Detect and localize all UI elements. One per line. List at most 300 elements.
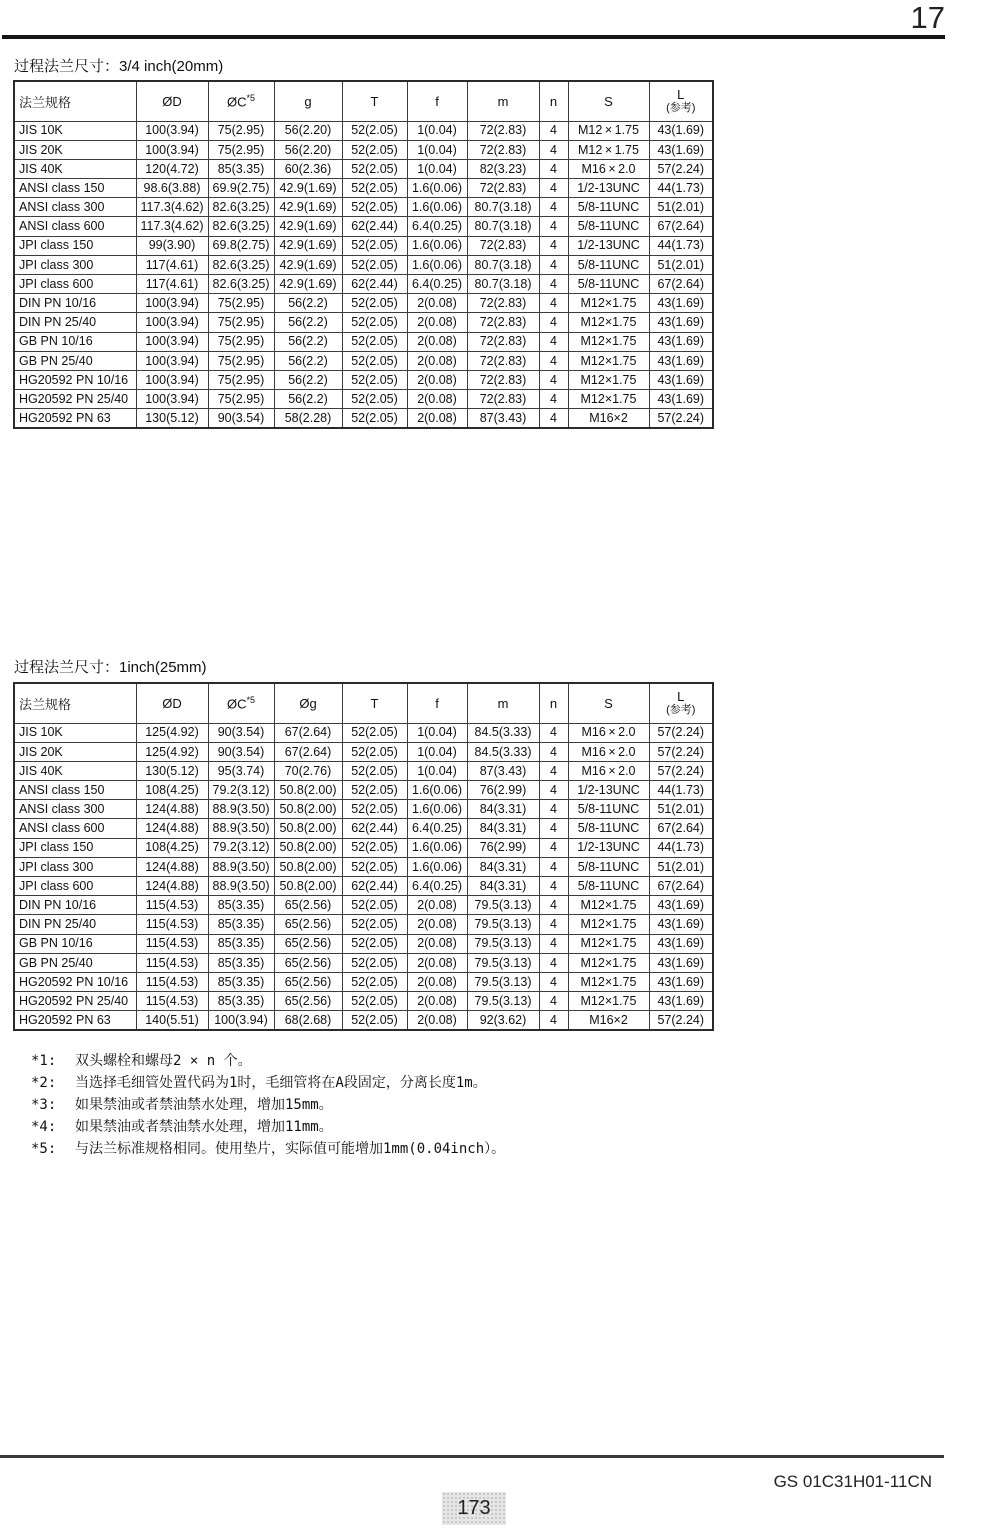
table-row bbox=[14, 877, 713, 896]
cell-n: 4 bbox=[539, 934, 568, 953]
cell-l: 44(1.73) bbox=[649, 236, 713, 255]
flange-dimension-table-25mm bbox=[13, 682, 714, 1031]
cell-t: 52(2.05) bbox=[342, 390, 407, 409]
cell-t: 52(2.05) bbox=[342, 953, 407, 972]
cell-oc: 88.9(3.50) bbox=[208, 819, 274, 838]
cell-f: 2(0.08) bbox=[407, 351, 467, 370]
table-row bbox=[14, 992, 713, 1011]
cell-t: 52(2.05) bbox=[342, 781, 407, 800]
cell-od: 115(4.53) bbox=[136, 896, 208, 915]
cell-l: 43(1.69) bbox=[649, 934, 713, 953]
cell-s: 1/2-13UNC bbox=[568, 236, 649, 255]
cell-f: 1.6(0.06) bbox=[407, 838, 467, 857]
cell-l: 43(1.69) bbox=[649, 896, 713, 915]
cell-g: 42.9(1.69) bbox=[274, 179, 342, 198]
cell-od: 124(4.88) bbox=[136, 877, 208, 896]
cell-f: 2(0.08) bbox=[407, 934, 467, 953]
col-header-s: S bbox=[568, 683, 649, 723]
cell-l: 43(1.69) bbox=[649, 370, 713, 389]
table-row bbox=[14, 953, 713, 972]
footnote-label: *4: bbox=[31, 1119, 57, 1135]
cell-l: 51(2.01) bbox=[649, 800, 713, 819]
col-header-n: n bbox=[539, 683, 568, 723]
table-row bbox=[14, 838, 713, 857]
cell-l: 51(2.01) bbox=[649, 857, 713, 876]
col-header-t: T bbox=[342, 683, 407, 723]
cell-n: 4 bbox=[539, 313, 568, 332]
cell-g: 60(2.36) bbox=[274, 159, 342, 178]
footnote-label: *2: bbox=[31, 1075, 57, 1091]
cell-oc: 90(3.54) bbox=[208, 723, 274, 742]
table-row bbox=[14, 390, 713, 409]
cell-oc: 95(3.74) bbox=[208, 761, 274, 780]
cell-m: 72(2.83) bbox=[467, 313, 539, 332]
cell-t: 52(2.05) bbox=[342, 915, 407, 934]
footnote-line bbox=[31, 1116, 505, 1138]
cell-oc: 88.9(3.50) bbox=[208, 877, 274, 896]
cell-t: 52(2.05) bbox=[342, 236, 407, 255]
cell-s: 5/8-11UNC bbox=[568, 275, 649, 294]
cell-t: 52(2.05) bbox=[342, 1011, 407, 1030]
cell-n: 4 bbox=[539, 217, 568, 236]
cell-s: M12×1.75 bbox=[568, 313, 649, 332]
cell-n: 4 bbox=[539, 857, 568, 876]
cell-oc: 85(3.35) bbox=[208, 915, 274, 934]
cell-t: 52(2.05) bbox=[342, 121, 407, 140]
cell-l: 43(1.69) bbox=[649, 953, 713, 972]
table-row bbox=[14, 370, 713, 389]
cell-flange-spec: JIS 10K bbox=[14, 121, 136, 140]
table-row bbox=[14, 915, 713, 934]
cell-flange-spec: JPI class 150 bbox=[14, 236, 136, 255]
table-body-20mm bbox=[14, 121, 713, 428]
cell-l: 57(2.24) bbox=[649, 723, 713, 742]
cell-t: 52(2.05) bbox=[342, 742, 407, 761]
cell-od: 124(4.88) bbox=[136, 857, 208, 876]
cell-flange-spec: DIN PN 10/16 bbox=[14, 896, 136, 915]
cell-flange-spec: JIS 20K bbox=[14, 742, 136, 761]
cell-od: 100(3.94) bbox=[136, 370, 208, 389]
col-header-l bbox=[649, 81, 713, 121]
cell-od: 100(3.94) bbox=[136, 390, 208, 409]
cell-s: 5/8-11UNC bbox=[568, 198, 649, 217]
cell-n: 4 bbox=[539, 236, 568, 255]
cell-f: 1.6(0.06) bbox=[407, 198, 467, 217]
cell-od: 117(4.61) bbox=[136, 255, 208, 274]
cell-oc: 75(2.95) bbox=[208, 332, 274, 351]
cell-flange-spec: JPI class 150 bbox=[14, 838, 136, 857]
cell-f: 2(0.08) bbox=[407, 390, 467, 409]
document-code: GS 01C31H01-11CN bbox=[773, 1472, 932, 1491]
cell-flange-spec: HG20592 PN 63 bbox=[14, 409, 136, 428]
chapter-page-number: 17 bbox=[910, 0, 945, 35]
cell-s: 5/8-11UNC bbox=[568, 800, 649, 819]
cell-flange-spec: JIS 10K bbox=[14, 723, 136, 742]
cell-flange-spec: JIS 20K bbox=[14, 140, 136, 159]
cell-l: 57(2.24) bbox=[649, 409, 713, 428]
cell-od: 115(4.53) bbox=[136, 992, 208, 1011]
cell-n: 4 bbox=[539, 723, 568, 742]
cell-od: 108(4.25) bbox=[136, 838, 208, 857]
cell-flange-spec: DIN PN 25/40 bbox=[14, 313, 136, 332]
cell-s: M12 × 1.75 bbox=[568, 121, 649, 140]
cell-n: 4 bbox=[539, 838, 568, 857]
cell-g: 65(2.56) bbox=[274, 896, 342, 915]
cell-oc: 85(3.35) bbox=[208, 992, 274, 1011]
cell-m: 72(2.83) bbox=[467, 351, 539, 370]
cell-m: 79.5(3.13) bbox=[467, 934, 539, 953]
cell-l: 43(1.69) bbox=[649, 121, 713, 140]
cell-s: M16 × 2.0 bbox=[568, 723, 649, 742]
col-header-m: m bbox=[467, 683, 539, 723]
cell-m: 84.5(3.33) bbox=[467, 742, 539, 761]
footnote-text: 双头螺栓和螺母2 × n 个。 bbox=[75, 1053, 252, 1069]
cell-od: 115(4.53) bbox=[136, 953, 208, 972]
cell-oc: 69.8(2.75) bbox=[208, 236, 274, 255]
table-row bbox=[14, 313, 713, 332]
cell-g: 50.8(2.00) bbox=[274, 800, 342, 819]
cell-g: 50.8(2.00) bbox=[274, 838, 342, 857]
cell-s: M12×1.75 bbox=[568, 370, 649, 389]
cell-g: 56(2.2) bbox=[274, 390, 342, 409]
cell-m: 80.7(3.18) bbox=[467, 198, 539, 217]
footnote-text: 当选择毛细管处置代码为1时，毛细管将在A段固定，分离长度1m。 bbox=[75, 1075, 487, 1091]
table-row bbox=[14, 179, 713, 198]
table-row bbox=[14, 1011, 713, 1030]
cell-f: 1(0.04) bbox=[407, 723, 467, 742]
cell-g: 68(2.68) bbox=[274, 1011, 342, 1030]
cell-s: 5/8-11UNC bbox=[568, 819, 649, 838]
cell-t: 52(2.05) bbox=[342, 294, 407, 313]
cell-m: 76(2.99) bbox=[467, 781, 539, 800]
cell-oc: 82.6(3.25) bbox=[208, 275, 274, 294]
cell-m: 84.5(3.33) bbox=[467, 723, 539, 742]
footnote-label: *1: bbox=[31, 1053, 57, 1069]
table-row bbox=[14, 800, 713, 819]
cell-flange-spec: ANSI class 300 bbox=[14, 198, 136, 217]
cell-g: 42.9(1.69) bbox=[274, 217, 342, 236]
table-row bbox=[14, 723, 713, 742]
cell-oc: 90(3.54) bbox=[208, 409, 274, 428]
col-header-oc-footnote-ref: *5 bbox=[246, 695, 255, 706]
cell-od: 117.3(4.62) bbox=[136, 198, 208, 217]
cell-f: 2(0.08) bbox=[407, 972, 467, 991]
cell-t: 52(2.05) bbox=[342, 896, 407, 915]
cell-m: 80.7(3.18) bbox=[467, 255, 539, 274]
cell-oc: 69.9(2.75) bbox=[208, 179, 274, 198]
cell-l: 67(2.64) bbox=[649, 275, 713, 294]
cell-g: 56(2.20) bbox=[274, 140, 342, 159]
cell-s: M12×1.75 bbox=[568, 332, 649, 351]
cell-s: M16×2 bbox=[568, 1011, 649, 1030]
cell-t: 52(2.05) bbox=[342, 332, 407, 351]
cell-oc: 75(2.95) bbox=[208, 370, 274, 389]
cell-t: 52(2.05) bbox=[342, 723, 407, 742]
cell-od: 130(5.12) bbox=[136, 409, 208, 428]
cell-n: 4 bbox=[539, 179, 568, 198]
cell-n: 4 bbox=[539, 390, 568, 409]
cell-l: 43(1.69) bbox=[649, 390, 713, 409]
cell-f: 6.4(0.25) bbox=[407, 877, 467, 896]
cell-oc: 85(3.35) bbox=[208, 953, 274, 972]
cell-od: 100(3.94) bbox=[136, 313, 208, 332]
table-row bbox=[14, 742, 713, 761]
cell-od: 100(3.94) bbox=[136, 294, 208, 313]
col-header-l-note: (参考) bbox=[666, 704, 696, 717]
cell-f: 2(0.08) bbox=[407, 294, 467, 313]
cell-g: 67(2.64) bbox=[274, 723, 342, 742]
cell-g: 42.9(1.69) bbox=[274, 255, 342, 274]
cell-flange-spec: JIS 40K bbox=[14, 761, 136, 780]
cell-l: 51(2.01) bbox=[649, 255, 713, 274]
table-title-25mm: 过程法兰尺寸：1inch(25mm) bbox=[14, 659, 207, 676]
cell-n: 4 bbox=[539, 351, 568, 370]
cell-n: 4 bbox=[539, 896, 568, 915]
cell-g: 56(2.2) bbox=[274, 313, 342, 332]
cell-m: 84(3.31) bbox=[467, 819, 539, 838]
cell-s: M12×1.75 bbox=[568, 953, 649, 972]
cell-flange-spec: HG20592 PN 25/40 bbox=[14, 390, 136, 409]
cell-f: 6.4(0.25) bbox=[407, 217, 467, 236]
cell-oc: 75(2.95) bbox=[208, 390, 274, 409]
cell-s: M16 × 2.0 bbox=[568, 761, 649, 780]
cell-g: 67(2.64) bbox=[274, 742, 342, 761]
cell-f: 1(0.04) bbox=[407, 742, 467, 761]
cell-oc: 75(2.95) bbox=[208, 121, 274, 140]
table-row bbox=[14, 857, 713, 876]
col-header-g: Øg bbox=[274, 683, 342, 723]
cell-l: 43(1.69) bbox=[649, 992, 713, 1011]
cell-s: M12×1.75 bbox=[568, 972, 649, 991]
cell-flange-spec: ANSI class 150 bbox=[14, 179, 136, 198]
table-title-20mm: 过程法兰尺寸：3/4 inch(20mm) bbox=[14, 58, 224, 75]
cell-flange-spec: JPI class 300 bbox=[14, 857, 136, 876]
cell-m: 76(2.99) bbox=[467, 838, 539, 857]
col-header-s: S bbox=[568, 81, 649, 121]
cell-flange-spec: ANSI class 600 bbox=[14, 819, 136, 838]
cell-m: 72(2.83) bbox=[467, 370, 539, 389]
cell-f: 2(0.08) bbox=[407, 992, 467, 1011]
cell-m: 82(3.23) bbox=[467, 159, 539, 178]
cell-m: 72(2.83) bbox=[467, 140, 539, 159]
cell-n: 4 bbox=[539, 742, 568, 761]
cell-n: 4 bbox=[539, 255, 568, 274]
cell-flange-spec: JIS 40K bbox=[14, 159, 136, 178]
cell-m: 80.7(3.18) bbox=[467, 217, 539, 236]
cell-s: 5/8-11UNC bbox=[568, 255, 649, 274]
col-header-od: ØD bbox=[136, 683, 208, 723]
cell-f: 2(0.08) bbox=[407, 896, 467, 915]
cell-g: 42.9(1.69) bbox=[274, 236, 342, 255]
cell-oc: 82.6(3.25) bbox=[208, 217, 274, 236]
cell-oc: 100(3.94) bbox=[208, 1011, 274, 1030]
col-header-g: g bbox=[274, 81, 342, 121]
cell-od: 100(3.94) bbox=[136, 121, 208, 140]
footnote-text: 如果禁油或者禁油禁水处理，增加11mm。 bbox=[75, 1119, 333, 1135]
cell-s: M12 × 1.75 bbox=[568, 140, 649, 159]
cell-n: 4 bbox=[539, 800, 568, 819]
cell-s: 1/2-13UNC bbox=[568, 179, 649, 198]
cell-t: 52(2.05) bbox=[342, 370, 407, 389]
cell-n: 4 bbox=[539, 370, 568, 389]
cell-n: 4 bbox=[539, 781, 568, 800]
cell-od: 140(5.51) bbox=[136, 1011, 208, 1030]
cell-od: 115(4.53) bbox=[136, 972, 208, 991]
cell-s: M12×1.75 bbox=[568, 915, 649, 934]
cell-m: 92(3.62) bbox=[467, 1011, 539, 1030]
cell-t: 52(2.05) bbox=[342, 761, 407, 780]
table-row bbox=[14, 198, 713, 217]
cell-f: 2(0.08) bbox=[407, 1011, 467, 1030]
cell-oc: 75(2.95) bbox=[208, 140, 274, 159]
cell-s: M12×1.75 bbox=[568, 294, 649, 313]
cell-l: 43(1.69) bbox=[649, 332, 713, 351]
cell-f: 6.4(0.25) bbox=[407, 819, 467, 838]
table-row bbox=[14, 140, 713, 159]
cell-oc: 88.9(3.50) bbox=[208, 857, 274, 876]
cell-od: 100(3.94) bbox=[136, 140, 208, 159]
cell-s: 5/8-11UNC bbox=[568, 217, 649, 236]
cell-g: 65(2.56) bbox=[274, 972, 342, 991]
table-row bbox=[14, 781, 713, 800]
cell-m: 79.5(3.13) bbox=[467, 896, 539, 915]
cell-oc: 82.6(3.25) bbox=[208, 255, 274, 274]
col-header-spec: 法兰规格 bbox=[14, 81, 136, 121]
cell-m: 79.5(3.13) bbox=[467, 953, 539, 972]
cell-n: 4 bbox=[539, 953, 568, 972]
table-row bbox=[14, 217, 713, 236]
col-header-l-text: L bbox=[677, 87, 685, 103]
col-header-oc bbox=[208, 683, 274, 723]
cell-s: 1/2-13UNC bbox=[568, 838, 649, 857]
cell-t: 52(2.05) bbox=[342, 934, 407, 953]
cell-od: 100(3.94) bbox=[136, 332, 208, 351]
cell-s: M16 × 2.0 bbox=[568, 742, 649, 761]
cell-s: M12×1.75 bbox=[568, 896, 649, 915]
cell-m: 84(3.31) bbox=[467, 877, 539, 896]
col-header-l-text: L bbox=[677, 689, 685, 705]
cell-t: 52(2.05) bbox=[342, 838, 407, 857]
cell-f: 1(0.04) bbox=[407, 140, 467, 159]
cell-s: M16 × 2.0 bbox=[568, 159, 649, 178]
cell-n: 4 bbox=[539, 294, 568, 313]
footnote-line bbox=[31, 1094, 505, 1116]
cell-t: 52(2.05) bbox=[342, 972, 407, 991]
col-header-l bbox=[649, 683, 713, 723]
cell-t: 52(2.05) bbox=[342, 857, 407, 876]
cell-g: 50.8(2.00) bbox=[274, 857, 342, 876]
cell-flange-spec: DIN PN 10/16 bbox=[14, 294, 136, 313]
cell-m: 79.5(3.13) bbox=[467, 992, 539, 1011]
cell-f: 2(0.08) bbox=[407, 313, 467, 332]
cell-n: 4 bbox=[539, 159, 568, 178]
cell-f: 1.6(0.06) bbox=[407, 179, 467, 198]
cell-s: 5/8-11UNC bbox=[568, 857, 649, 876]
cell-m: 72(2.83) bbox=[467, 332, 539, 351]
cell-m: 84(3.31) bbox=[467, 800, 539, 819]
cell-oc: 85(3.35) bbox=[208, 934, 274, 953]
cell-l: 44(1.73) bbox=[649, 179, 713, 198]
table-row bbox=[14, 934, 713, 953]
cell-l: 57(2.24) bbox=[649, 761, 713, 780]
cell-s: M16×2 bbox=[568, 409, 649, 428]
cell-g: 42.9(1.69) bbox=[274, 198, 342, 217]
cell-l: 43(1.69) bbox=[649, 915, 713, 934]
col-header-oc-text: ØC bbox=[226, 696, 247, 712]
table-row bbox=[14, 351, 713, 370]
cell-f: 1.6(0.06) bbox=[407, 857, 467, 876]
cell-t: 52(2.05) bbox=[342, 992, 407, 1011]
table-row bbox=[14, 761, 713, 780]
cell-n: 4 bbox=[539, 761, 568, 780]
footnote-line bbox=[31, 1050, 505, 1072]
cell-f: 1(0.04) bbox=[407, 159, 467, 178]
cell-oc: 79.2(3.12) bbox=[208, 781, 274, 800]
cell-l: 67(2.64) bbox=[649, 819, 713, 838]
cell-l: 43(1.69) bbox=[649, 972, 713, 991]
table-row bbox=[14, 819, 713, 838]
cell-g: 50.8(2.00) bbox=[274, 877, 342, 896]
cell-n: 4 bbox=[539, 915, 568, 934]
cell-g: 50.8(2.00) bbox=[274, 781, 342, 800]
cell-oc: 75(2.95) bbox=[208, 313, 274, 332]
footer-rule bbox=[0, 1455, 944, 1458]
cell-oc: 85(3.35) bbox=[208, 159, 274, 178]
col-header-f: f bbox=[407, 81, 467, 121]
cell-oc: 90(3.54) bbox=[208, 742, 274, 761]
cell-m: 87(3.43) bbox=[467, 409, 539, 428]
cell-l: 67(2.64) bbox=[649, 877, 713, 896]
cell-f: 2(0.08) bbox=[407, 953, 467, 972]
cell-t: 62(2.44) bbox=[342, 217, 407, 236]
cell-m: 72(2.83) bbox=[467, 121, 539, 140]
footnote-line bbox=[31, 1072, 505, 1094]
cell-g: 56(2.2) bbox=[274, 294, 342, 313]
cell-m: 79.5(3.13) bbox=[467, 972, 539, 991]
cell-l: 44(1.73) bbox=[649, 781, 713, 800]
table-row bbox=[14, 409, 713, 428]
cell-n: 4 bbox=[539, 198, 568, 217]
cell-od: 124(4.88) bbox=[136, 819, 208, 838]
cell-t: 52(2.05) bbox=[342, 159, 407, 178]
header-rule bbox=[2, 35, 945, 39]
cell-t: 52(2.05) bbox=[342, 800, 407, 819]
col-header-f: f bbox=[407, 683, 467, 723]
cell-n: 4 bbox=[539, 972, 568, 991]
cell-flange-spec: JPI class 600 bbox=[14, 275, 136, 294]
footnote-text: 如果禁油或者禁油禁水处理，增加15mm。 bbox=[75, 1097, 333, 1113]
cell-oc: 88.9(3.50) bbox=[208, 800, 274, 819]
cell-s: M12×1.75 bbox=[568, 934, 649, 953]
cell-flange-spec: HG20592 PN 10/16 bbox=[14, 370, 136, 389]
cell-f: 1.6(0.06) bbox=[407, 255, 467, 274]
cell-od: 130(5.12) bbox=[136, 761, 208, 780]
table-row bbox=[14, 896, 713, 915]
cell-g: 65(2.56) bbox=[274, 915, 342, 934]
cell-flange-spec: ANSI class 600 bbox=[14, 217, 136, 236]
col-header-t: T bbox=[342, 81, 407, 121]
cell-t: 62(2.44) bbox=[342, 877, 407, 896]
cell-g: 42.9(1.69) bbox=[274, 275, 342, 294]
cell-g: 65(2.56) bbox=[274, 992, 342, 1011]
cell-od: 124(4.88) bbox=[136, 800, 208, 819]
cell-m: 84(3.31) bbox=[467, 857, 539, 876]
cell-l: 43(1.69) bbox=[649, 140, 713, 159]
cell-l: 67(2.64) bbox=[649, 217, 713, 236]
cell-s: 5/8-11UNC bbox=[568, 877, 649, 896]
col-header-n: n bbox=[539, 81, 568, 121]
cell-n: 4 bbox=[539, 275, 568, 294]
